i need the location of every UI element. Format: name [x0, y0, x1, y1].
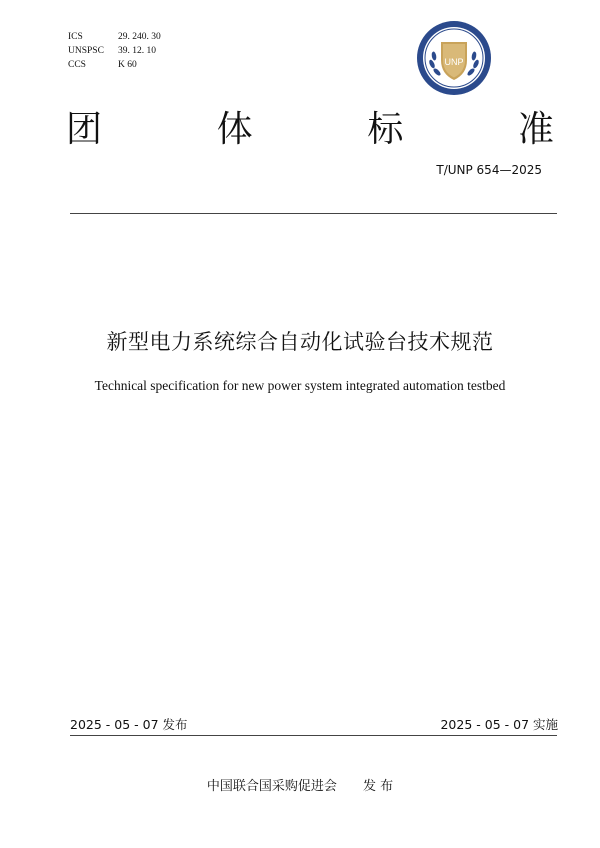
classification-value: 39. 12. 10	[118, 46, 156, 56]
classification-label: ICS	[68, 32, 83, 42]
title-char: 标	[367, 109, 404, 150]
classification-value: K 60	[118, 60, 137, 70]
title-char: 体	[216, 109, 253, 150]
document-title-chinese: 新型电力系统综合自动化试验台技术规范	[106, 330, 494, 354]
laurel-shield-icon	[416, 20, 492, 96]
publisher-line	[0, 775, 600, 794]
classification-row-ics	[68, 30, 161, 44]
publish-date: 2025 - 05 - 07 发布	[70, 717, 188, 732]
document-type-title	[66, 106, 554, 154]
classification-label: CCS	[68, 60, 86, 70]
title-char: 准	[517, 109, 554, 150]
organization-logo	[416, 20, 492, 96]
classification-table	[68, 30, 161, 72]
publish-word: 发 布	[362, 779, 394, 794]
classification-row-unspsc	[68, 44, 161, 58]
header-divider	[70, 213, 557, 214]
classification-row-ccs	[68, 58, 161, 72]
classification-value: 29. 240. 30	[118, 32, 161, 42]
classification-label: UNSPSC	[68, 46, 104, 56]
publisher-name: 中国联合国采购促进会	[206, 779, 337, 794]
logo-text: UNP	[444, 57, 464, 67]
footer-divider	[70, 735, 557, 736]
document-title-english: Technical specification for new power system integrated automation testbed	[94, 378, 506, 393]
standard-number: T/UNP 654—2025	[436, 163, 542, 177]
title-char: 团	[66, 109, 103, 150]
implement-date: 2025 - 05 - 07 实施	[440, 717, 558, 732]
